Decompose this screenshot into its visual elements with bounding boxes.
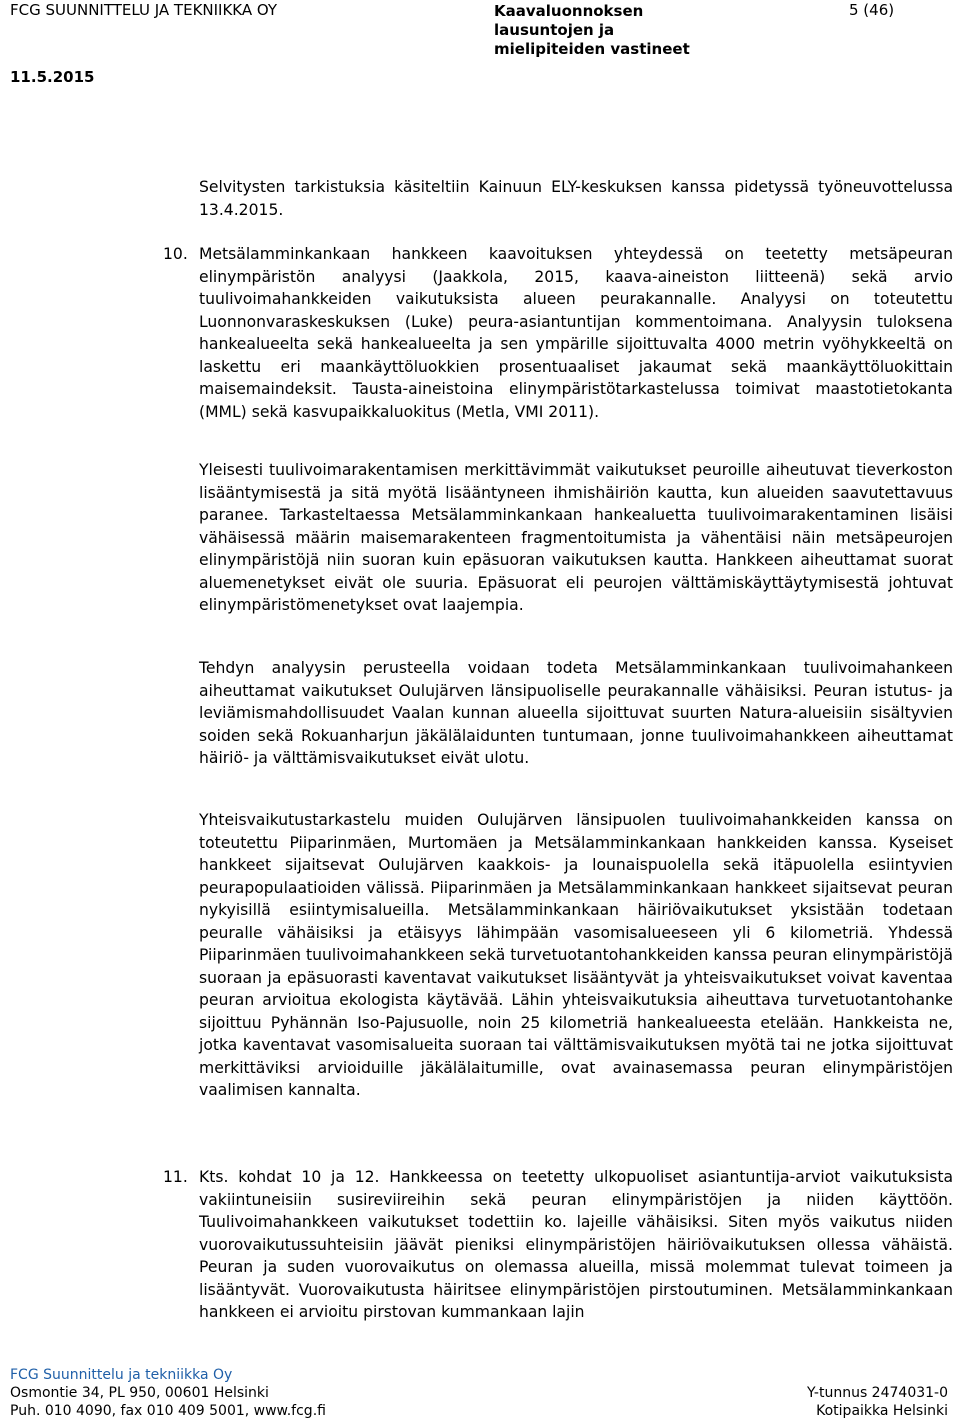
intro-paragraph: Selvitysten tarkistuksia käsiteltiin Kainuun ELY-keskuksen kanssa pidetyssä työneuvottelussa 13.4.2015. xyxy=(199,178,953,219)
item-11-number: 11. xyxy=(163,1168,188,1186)
item-10-number: 10. xyxy=(163,245,188,263)
footer-address: Osmontie 34, PL 950, 00601 Helsinki xyxy=(10,1385,269,1401)
footer-company: FCG Suunnittelu ja tekniikka Oy xyxy=(10,1367,233,1383)
title-line-2: lausuntojen ja xyxy=(494,21,615,39)
item-10-paragraph-3: Tehdyn analyysin perusteella voidaan todeta Metsälamminkankaan tuulivoimahankeen aiheuttamat vaikutukset Oulujärven länsipuoliselle peurakannalle vähäisiksi. Peuran istutus- ja leviämismahdollisuudet Vaalan kunnan alueella sijoittuvat suurten Natura-alueisiin sisältyvien soiden sekä Rokuanharjun jäkälälaidunten tuntumaan, jonne tuulivoimahankkeen aiheuttamat häiriö- ja välttämisvaikutukset eivät ulotu. xyxy=(199,659,953,767)
footer-business-id: Y-tunnus 2474031-0 xyxy=(807,1385,948,1401)
item-10-paragraph-2: Yleisesti tuulivoimarakentamisen merkittävimmät vaikutukset peuroille aiheutuvat tieverkoston lisääntymisestä ja sitä myötä lisääntyneen ihmishäiriön kautta, kun alueiden saavutettavuus paranee. Tarkasteltaessa Metsälamminkankaan hankealuetta tuulivoimarakentaminen lisäisi vähäisessä määrin maisemarakenteen fragmentoitumista ja vähentäisi näin metsäpeurojen elinympäristöjä niin suoran kuin epäsuoran vaikutuksen kautta. Hankkeen aiheuttamat suorat aluemenetykset eivät ole suuria. Epäsuorat eli peurojen välttämiskäyttäytymisestä johtuvat elinympäristömenetykset ovat laajempia. xyxy=(199,461,953,614)
title-line-3: mielipiteiden vastineet xyxy=(494,40,690,58)
item-10-paragraph-4: Yhteisvaikutustarkastelu muiden Oulujärven länsipuolen tuulivoimahankkeiden kanssa on toteutettu Piiparinmäen, Murtomäen ja Metsälamminkankaan hankkeiden kanssa. Kyseiset hankkeet sijaitsevat Oulujärven kaakkois- ja lounaispuolella sekä itäpuolella esiintyvien peurapopulaatioiden välissä. Piiparinmäen ja Metsälamminkankaan hankkeet sijaitsevat peuran nykyisillä esiintymisalueilla. Metsälamminkankaan häiriövaikutukset yksistään todetaan peuralle vähäisiksi ja etäisyys lähimpään vasomisalueeseen yli 6 kilometriä. Yhdessä Piiparinmäen tuulivoimahankkeen sekä turvetuotantohankkeiden kanssa peuran elinympäristöjä suoraan ja epäsuorasti kaventavat vaikutukset lisääntyvät ja yhteisvaikutukset voivat kaventaa peuran arvioitua ekologista käytävää. Lähin yhteisvaikutuksia aiheuttava turvetuotantohanke sijoittuu Pyhännän Iso-Pajusuolle, noin 25 kilometriä hankealueesta etelään. Hankkeista ne, jotka kaventavat vasomisalueita suoraan tai välttämisvaikutuksen myötä tai ne jotka sijoittuvat merkittäviksi arvioiduille jäkälälaitumille, ovat avainasemassa peuran elinympäristöjen vaalimisen kannalta. xyxy=(199,811,953,1099)
item-11-paragraph-1: Kts. kohdat 10 ja 12. Hankkeessa on teetetty ulkopuoliset asiantuntija-arviot vaikutuksista vakiintuneisiin susireviireihin sekä peuran elinympäristöjen ja niiden käyttöön. Tuulivoimahankkeen vaikutukset todettiin ko. lajeille vähäisiksi. Siten myös vaikutus niiden vuorovaikutussuhteisiin jäävät pieniksi elinympäristöjen häiriövaikutuksen ollessa vähäistä. Peuran ja suden vuorovaikutus on olemassa alueilla, missä molemmat tulevat toimeen ja lisääntyvät. Vuorovaikutusta häiritsee elinympäristöjen pirstoutuminen. Metsälamminkankaan hankkeen ei arvioitu pirstovan kummankaan lajin xyxy=(199,1168,953,1321)
footer-contact: Puh. 010 4090, fax 010 409 5001, www.fcg.fi xyxy=(10,1403,326,1419)
document-title xyxy=(494,2,690,59)
title-line-1: Kaavaluonnoksen xyxy=(494,2,644,20)
page-number: 5 (46) xyxy=(849,1,895,19)
header-company: FCG SUUNNITTELU JA TEKNIIKKA OY xyxy=(10,1,278,19)
footer-domicile: Kotipaikka Helsinki xyxy=(816,1403,948,1419)
item-10-paragraph-1: Metsälamminkankaan hankkeen kaavoituksen yhteydessä on teetetty metsäpeuran elinympäristön analyysi (Jaakkola, 2015, kaava-aineiston liitteenä) sekä arvio tuulivoimahankkeiden vaikutuksista alueen peurakannalle. Analyysi on toteutettu Luonnonvaraskeskuksen (Luke) peura-asiantuntijan kommentoimana. Analyysin tuloksena hankealueelta sekä hankealueelta ja sen ympärille sijoittuvalta 4000 metrin vyöhykkeeltä on laskettu eri maankäyttöluokkien prosentuaaliset jakaumat sekä maankäyttöluokittain maisemaindeksit. Tausta-aineistoina elinympäristötarkastelussa toimivat maastotietokanta (MML) sekä kasvupaikkaluokitus (Metla, VMI 2011). xyxy=(199,245,953,421)
document-date: 11.5.2015 xyxy=(10,68,95,86)
